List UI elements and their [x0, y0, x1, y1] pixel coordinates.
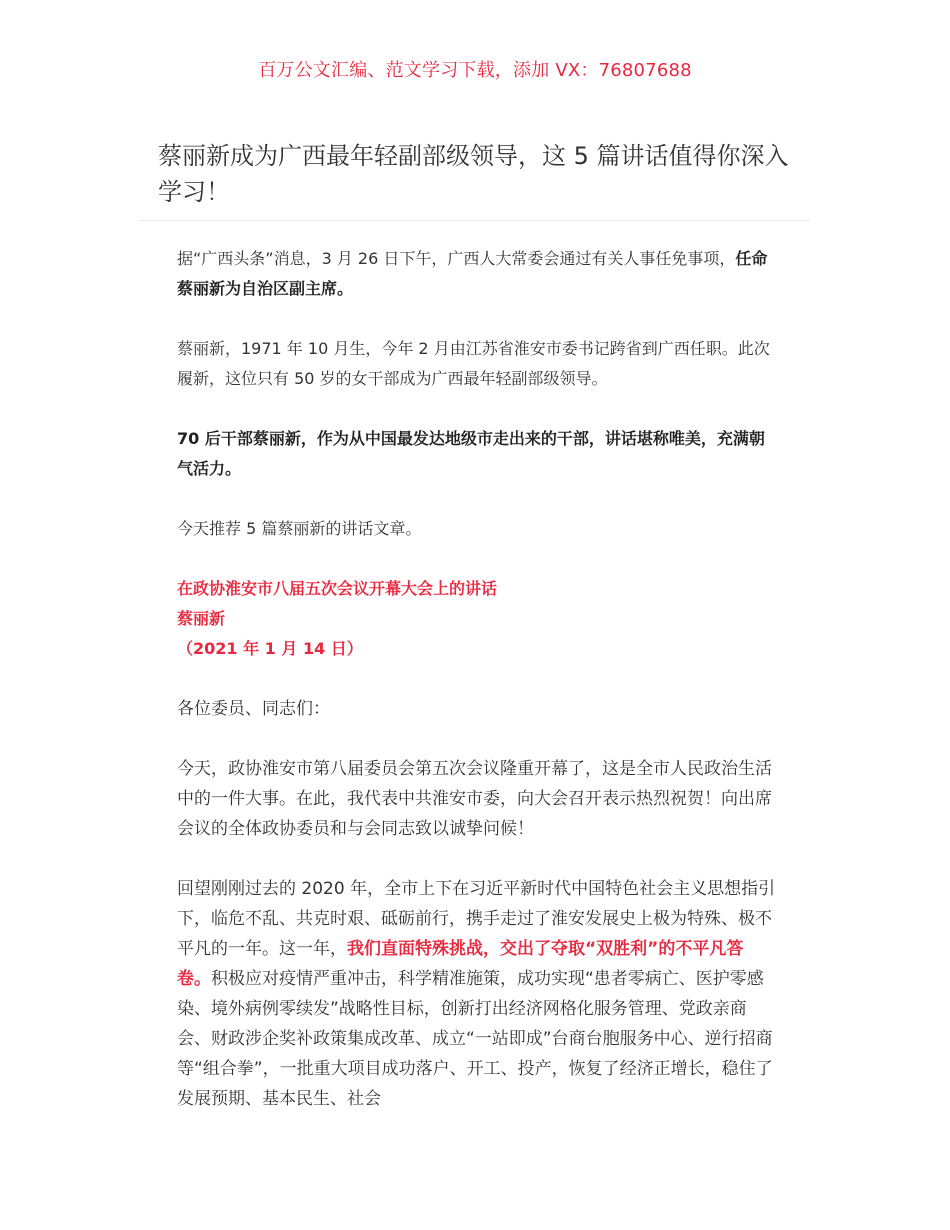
- article-title: 蔡丽新成为广西最年轻副部级领导，这 5 篇讲话值得你深入学习！: [158, 142, 789, 206]
- speech-title: 在政协淮安市八届五次会议开幕大会上的讲话: [177, 579, 498, 598]
- speech-author: 蔡丽新: [177, 609, 226, 628]
- review-highlight: 我们直面特殊挑战，交出了夺取“双胜利”的不平凡答卷。: [177, 939, 744, 989]
- speech-salutation: 各位委员、同志们：: [177, 699, 330, 719]
- review-text-b: 积极应对疫情严重冲击，科学精准施策，成功实现“患者零病亡、医护零感染、境外病例零续发”战略性目标，创新打出经济网格化服务管理、党政亲商会、财政涉企奖补政策集成改革、成立“一站即成”台商台胞服务中心、逆行招商等“组合拳”，一批重大项目成功落户、开工、投产，恢复了经济正增长，稳住了发展预期、基本民生、社会: [177, 969, 773, 1109]
- appointment-text: 据“广西头条”消息，3 月 26 日下午，广西人大常委会通过有关人事任免事项，: [177, 249, 736, 268]
- paragraph-biography: 蔡丽新，1971 年 10 月生，今年 2 月由江苏省淮安市委书记跨省到广西任职。此次履新，这位只有 50 岁的女干部成为广西最年轻副部级领导。: [177, 339, 770, 388]
- paragraph-appointment: [177, 244, 777, 304]
- paragraph-recommendation: 今天推荐 5 篇蔡丽新的讲话文章。: [177, 519, 422, 538]
- title-divider: [140, 220, 810, 221]
- speech-paragraph-opening: 今天，政协淮安市第八届委员会第五次会议隆重开幕了，这是全市人民政治生活中的一件大事。在此，我代表中共淮安市委，向大会召开表示热烈祝贺！向出席会议的全体政协委员和与会同志致以诚挚问候！: [177, 759, 772, 839]
- paragraph-summary: 70 后干部蔡丽新，作为从中国最发达地级市走出来的干部，讲话堪称唯美，充满朝气活力。: [177, 429, 765, 478]
- article-body: [177, 244, 777, 1144]
- speech-date: （2021 年 1 月 14 日）: [177, 639, 363, 658]
- appointment-highlight: 任命蔡丽新为自治区副主席。: [177, 249, 768, 298]
- review-text-a: 回望刚刚过去的 2020 年，全市上下在习近平新时代中国特色社会主义思想指引下，临危不乱、共克时艰、砥砺前行，携手走过了淮安发展史上极为特殊、极不平凡的一年。这一年，: [177, 879, 776, 959]
- speech-heading: [177, 574, 777, 664]
- watermark-banner: 百万公文汇编、范文学习下载，添加 VX：76807688: [258, 60, 692, 81]
- speech-paragraph-review: [177, 874, 777, 1114]
